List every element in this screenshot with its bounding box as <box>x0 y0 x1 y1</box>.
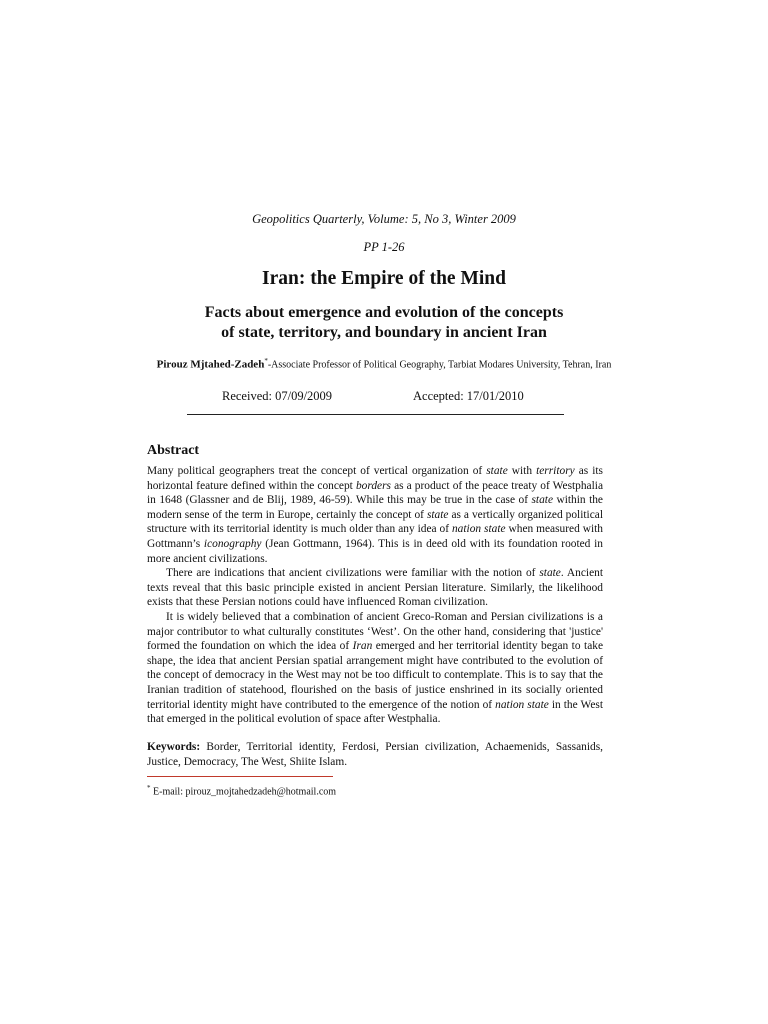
italic-term: state <box>426 508 449 521</box>
article-dates <box>222 389 562 404</box>
article-title: Iran: the Empire of the Mind <box>262 268 506 289</box>
author-footnote-marker: * <box>264 357 268 365</box>
text-run: It is widely believed that a combination of ancient Greco-Roman and Persian civilizations is a major contributor to what culturally constitutes ‘West’. On the other hand, considering that 'justice' formed the foundation on which the idea of <box>147 610 603 653</box>
header-divider <box>187 414 564 415</box>
abstract-body <box>147 464 603 727</box>
received-date: Received: 07/09/2009 <box>222 389 333 403</box>
italic-term: state <box>486 465 508 477</box>
text-run: . Ancient texts reveal that this basic principle existed in ancient Persian literature. Similarly, the likelihood exists that these Persian notions could have influenced Roman civilization. <box>147 567 603 609</box>
italic-term: nation state <box>451 523 506 536</box>
text-run: as a vertically organized political structure with its territorial identity is much older than any idea of <box>147 508 603 536</box>
italic-term: state <box>539 567 561 580</box>
abstract-heading: Abstract <box>147 443 200 458</box>
footnote-divider <box>147 776 333 777</box>
italic-term: state <box>531 494 553 507</box>
author-name: Pirouz Mjtahed-Zadeh <box>156 358 265 371</box>
text-run: Many political geographers treat the concept of vertical organization of <box>147 465 487 477</box>
italic-term: Iran <box>352 640 373 653</box>
article-subtitle <box>0 303 768 343</box>
italic-term: borders <box>355 479 391 492</box>
accepted-date: Accepted: 17/01/2010 <box>413 389 524 403</box>
footnote <box>147 784 336 797</box>
footnote-email: E-mail: pirouz_mojtahedzadeh@hotmail.com <box>150 786 337 798</box>
keywords-label: Keywords: <box>147 741 201 753</box>
text-run: (Jean Gottmann, 1964). This is in deed old with its foundation rooted in more ancient civilizations. <box>147 537 603 565</box>
italic-term: iconography <box>203 537 262 550</box>
journal-citation: Geopolitics Quarterly, Volume: 5, No 3, Winter 2009 <box>252 212 516 226</box>
text-run: in the West that emerged in the political evolution of space after Westphalia. <box>147 698 603 726</box>
italic-term: territory <box>536 465 575 477</box>
italic-term: nation state <box>495 698 549 711</box>
keywords-list: Border, Territorial identity, Ferdosi, Persian civilization, Achaemenids, Sassanids, Justice, Democracy, The West, Shiite Islam. <box>147 741 603 768</box>
text-run: when measured with Gottmann’s <box>147 523 603 550</box>
abstract-paragraph-1 <box>147 464 603 566</box>
footnote-marker: * <box>147 784 151 792</box>
page-range: PP 1-26 <box>363 240 405 254</box>
abstract-paragraph-2 <box>147 566 603 610</box>
text-run: emerged and her territorial identity began to take shape, the idea that ancient Persian spatial arrangement might have contributed to the evolution of the concept of democracy in the West may not be too difficult to contemplate. This is to say that the Iranian tradition of statehood, flourished on the basis of justice enshrined in its socially oriented territorial identity might have contributed to the emergence of the notion of <box>147 640 603 711</box>
author-line <box>0 357 768 370</box>
text-run: There are indications that ancient civilizations were familiar with the notion of <box>166 567 540 580</box>
abstract-paragraph-3 <box>147 610 603 727</box>
subtitle-line-2: of state, territory, and boundary in ancient Iran <box>221 324 547 341</box>
keywords <box>147 740 603 769</box>
text-run: within the modern sense of the term in Europe, certainly the concept of <box>147 494 603 521</box>
author-affiliation: -Associate Professor of Political Geography, Tarbiat Modares University, Tehran, Iran <box>267 359 612 371</box>
text-run: with <box>507 465 537 477</box>
text-run: as a product of the peace treaty of Westphalia in 1648 (Glassner and de Blij, 1989, 46-59). While this may be true in the case of <box>147 479 604 507</box>
subtitle-line-1: Facts about emergence and evolution of the concepts <box>204 304 564 321</box>
text-run: as its horizontal feature defined within the concept <box>147 465 603 492</box>
